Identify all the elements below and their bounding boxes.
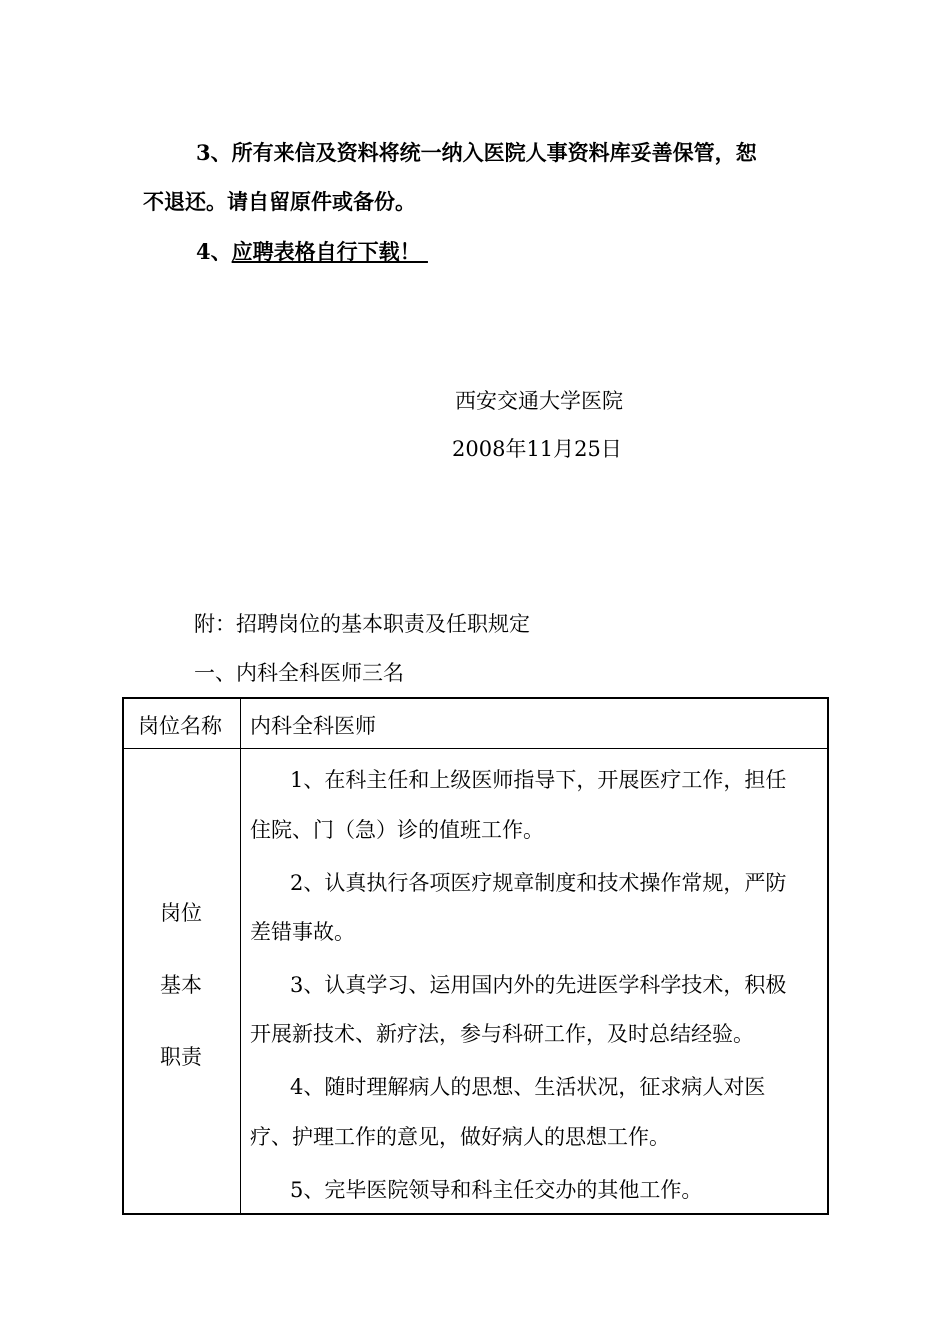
appendix-title: 附：招聘岗位的基本职责及任职规定 xyxy=(194,612,530,636)
duty-item-4-line-2: 疗、护理工作的意见，做好病人的思想工作。 xyxy=(250,1125,670,1149)
duty-label-line-3: 职责 xyxy=(160,1045,202,1069)
section-heading: 一、内科全科医师三名 xyxy=(194,661,404,685)
notice-item-3-line-2: 不退还。请自留原件或备份。 xyxy=(143,189,416,214)
table-column-divider xyxy=(240,699,241,1213)
table-row-divider xyxy=(124,748,827,749)
notice-item-4-prefix: 4、 xyxy=(196,239,232,264)
duty-item-4-line-1: 4、随时理解病人的思想、生活状况，征求病人对医 xyxy=(290,1075,766,1099)
duty-item-5: 5、完毕医院领导和科主任交办的其他工作。 xyxy=(290,1178,703,1202)
notice-item-3-line-1: 3、所有来信及资料将统一纳入医院人事资料库妥善保管，恕 xyxy=(196,140,757,165)
notice-item-4-link[interactable] xyxy=(196,241,428,262)
signature-date: 2008年11月25日 xyxy=(452,437,622,461)
duty-item-3-line-1: 3、认真学习、运用国内外的先进医学科学技术，积极 xyxy=(290,973,787,997)
duty-item-2-line-2: 差错事故。 xyxy=(250,920,355,944)
duty-item-2-line-1: 2、认真执行各项医疗规章制度和技术操作常规，严防 xyxy=(290,871,787,895)
download-form-link[interactable]: 应聘表格自行下载！ xyxy=(231,239,428,264)
duty-item-1-line-1: 1、在科主任和上级医师指导下，开展医疗工作，担任 xyxy=(290,768,787,792)
duty-item-1-line-2: 住院、门（急）诊的值班工作。 xyxy=(250,818,544,842)
duty-item-3-line-2: 开展新技术、新疗法，参与科研工作，及时总结经验。 xyxy=(250,1022,754,1046)
signature-org: 西安交通大学医院 xyxy=(455,389,623,413)
duty-label-line-1: 岗位 xyxy=(160,901,202,925)
header-label-cell: 岗位名称 xyxy=(138,714,222,738)
duty-label-line-2: 基本 xyxy=(160,973,202,997)
header-value-cell: 内科全科医师 xyxy=(250,714,376,738)
position-duty-table xyxy=(122,697,829,1215)
